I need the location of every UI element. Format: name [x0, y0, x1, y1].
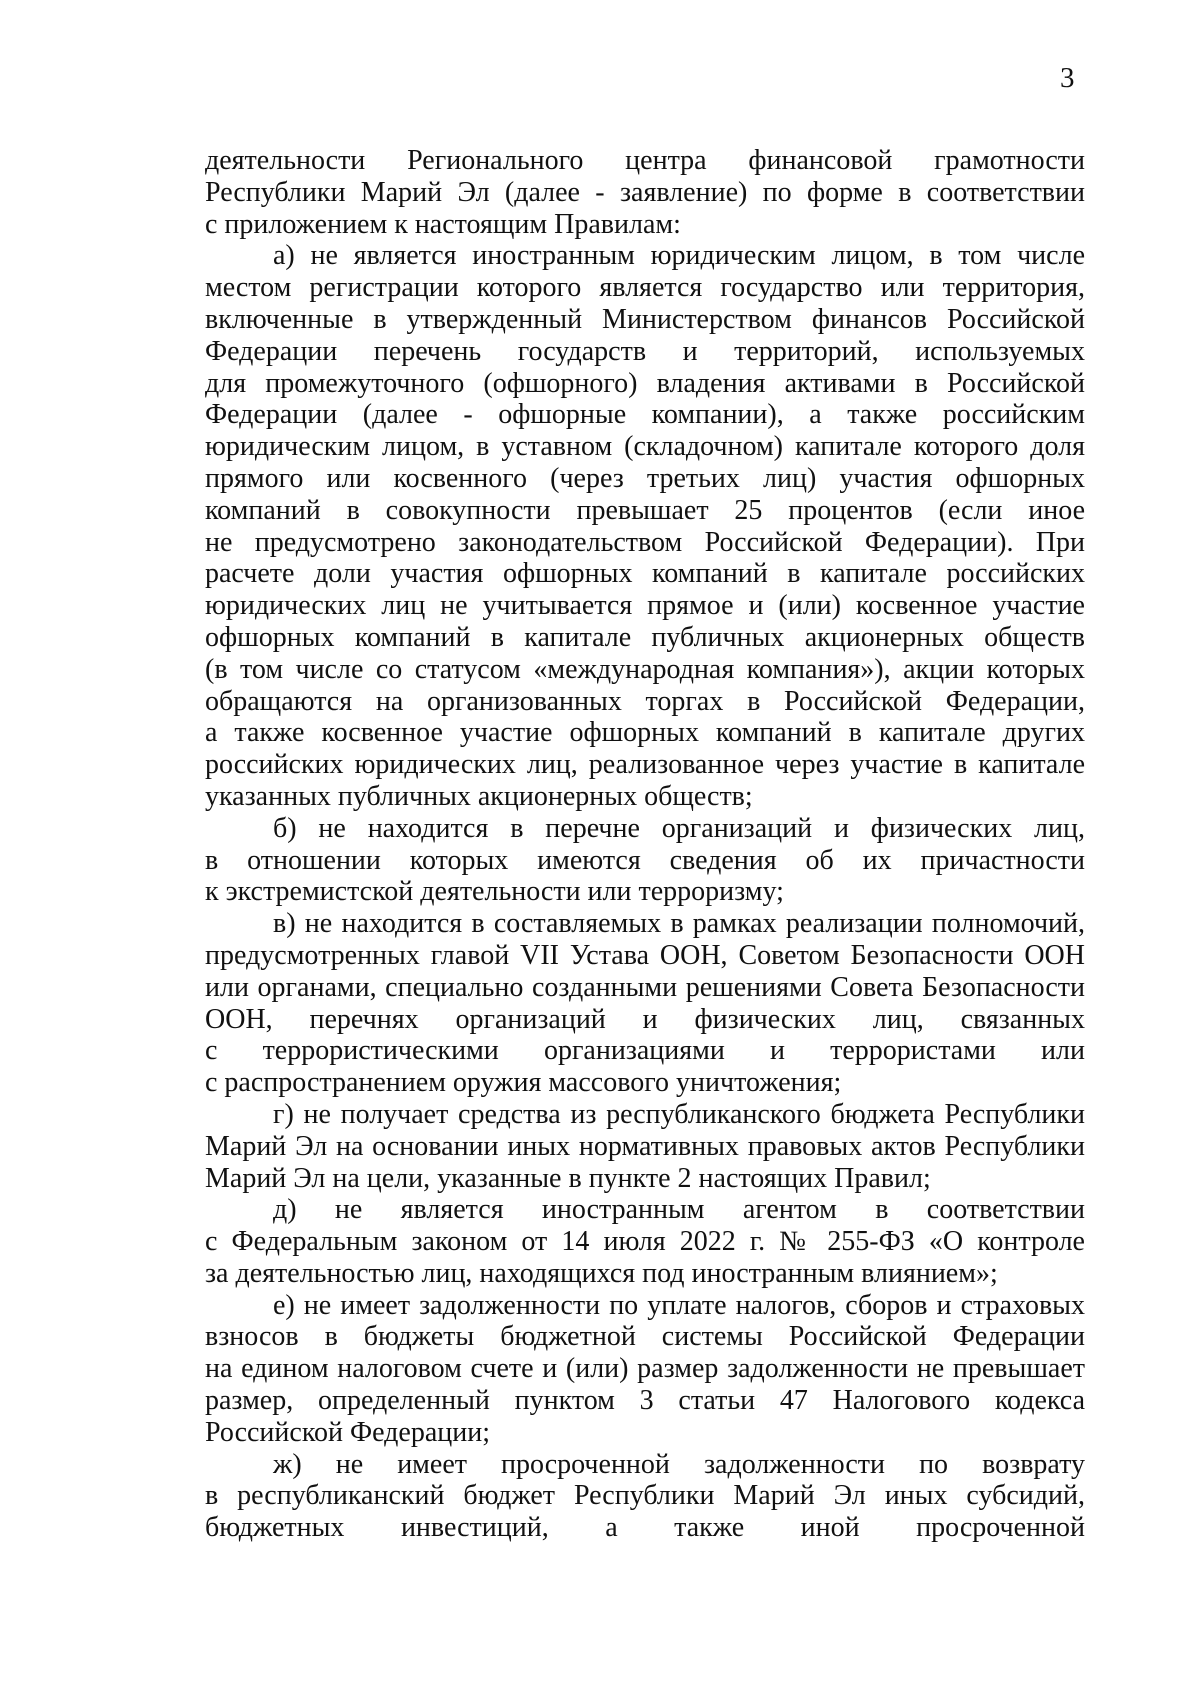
body-text: [205, 145, 1085, 1544]
text-line: к экстремистской деятельности или терроризму;: [205, 876, 784, 908]
text-line: в) не находится в составляемых в рамках реализации полномочий,: [273, 908, 1085, 940]
text-line: с распространением оружия массового уничтожения;: [205, 1067, 842, 1099]
text-line: местом регистрации которого является государство или территория,: [205, 272, 1085, 304]
text-line: офшорных компаний в капитале публичных акционерных обществ: [205, 621, 1085, 653]
text-line: с приложением к настоящим Правилам:: [205, 208, 681, 240]
text-line: не предусмотрено законодательством Российской Федерации). При: [205, 526, 1085, 558]
text-line: д) не является иностранным агентом в соответствии: [273, 1194, 1085, 1226]
text-line: взносов в бюджеты бюджетной системы Российской Федерации: [205, 1321, 1085, 1353]
text-line: с Федеральным законом от 14 июля 2022 г. № 255-ФЗ «О контроле: [205, 1226, 1085, 1258]
text-line: размер, определенный пунктом 3 статьи 47 Налогового кодекса: [205, 1385, 1085, 1417]
text-line: российских юридических лиц, реализованное через участие в капитале: [205, 749, 1085, 781]
text-line: ООН, перечнях организаций и физических лиц, связанных: [205, 1003, 1085, 1035]
text-line: Российской Федерации;: [205, 1416, 491, 1448]
text-line: предусмотренных главой VII Устава ООН, Советом Безопасности ООН: [205, 939, 1085, 971]
text-line: включенные в утвержденный Министерством финансов Российской: [205, 303, 1085, 335]
text-line: обращаются на организованных торгах в Российской Федерации,: [205, 685, 1085, 717]
text-line: б) не находится в перечне организаций и физических лиц,: [273, 812, 1085, 844]
text-line: юридических лиц не учитывается прямое и (или) косвенное участие: [205, 590, 1085, 622]
text-line: деятельности Регионального центра финансовой грамотности: [205, 145, 1085, 176]
text-line: г) не получает средства из республиканского бюджета Республики: [273, 1098, 1085, 1130]
text-line: бюджетных инвестиций, а также иной просроченной: [205, 1512, 1085, 1544]
text-line: за деятельностью лиц, находящихся под иностранным влиянием»;: [205, 1257, 998, 1289]
text-line: Марий Эл на цели, указанные в пункте 2 настоящих Правил;: [205, 1162, 931, 1194]
text-line: расчете доли участия офшорных компаний в капитале российских: [205, 558, 1085, 590]
text-line: в республиканский бюджет Республики Марий Эл иных субсидий,: [205, 1480, 1085, 1512]
text-line: е) не имеет задолженности по уплате налогов, сборов и страховых: [273, 1289, 1085, 1321]
text-line: юридическим лицом, в уставном (складочном) капитале которого доля: [205, 431, 1085, 463]
text-line: а) не является иностранным юридическим лицом, в том числе: [273, 240, 1085, 272]
text-line: или органами, специально созданными решениями Совета Безопасности: [205, 971, 1085, 1003]
text-line: (в том числе со статусом «международная компания»), акции которых: [205, 653, 1085, 685]
text-line: указанных публичных акционерных обществ;: [205, 780, 753, 812]
text-line: ж) не имеет просроченной задолженности по возврату: [273, 1448, 1085, 1480]
text-line: а также косвенное участие офшорных компаний в капитале других: [205, 717, 1085, 749]
page-number: 3: [1060, 62, 1075, 94]
text-line: Республики Марий Эл (далее - заявление) по форме в соответствии: [205, 176, 1085, 208]
text-line: Федерации (далее - офшорные компании), а также российским: [205, 399, 1085, 431]
text-line: Марий Эл на основании иных нормативных правовых актов Республики: [205, 1130, 1085, 1162]
text-line: на едином налоговом счете и (или) размер задолженности не превышает: [205, 1353, 1085, 1385]
text-line: с террористическими организациями и террористами или: [205, 1035, 1085, 1067]
text-line: прямого или косвенного (через третьих лиц) участия офшорных: [205, 462, 1085, 494]
text-line: Федерации перечень государств и территорий, используемых: [205, 335, 1085, 367]
text-line: в отношении которых имеются сведения об их причастности: [205, 844, 1085, 876]
text-line: для промежуточного (офшорного) владения активами в Российской: [205, 367, 1085, 399]
text-line: компаний в совокупности превышает 25 процентов (если иное: [205, 494, 1085, 526]
